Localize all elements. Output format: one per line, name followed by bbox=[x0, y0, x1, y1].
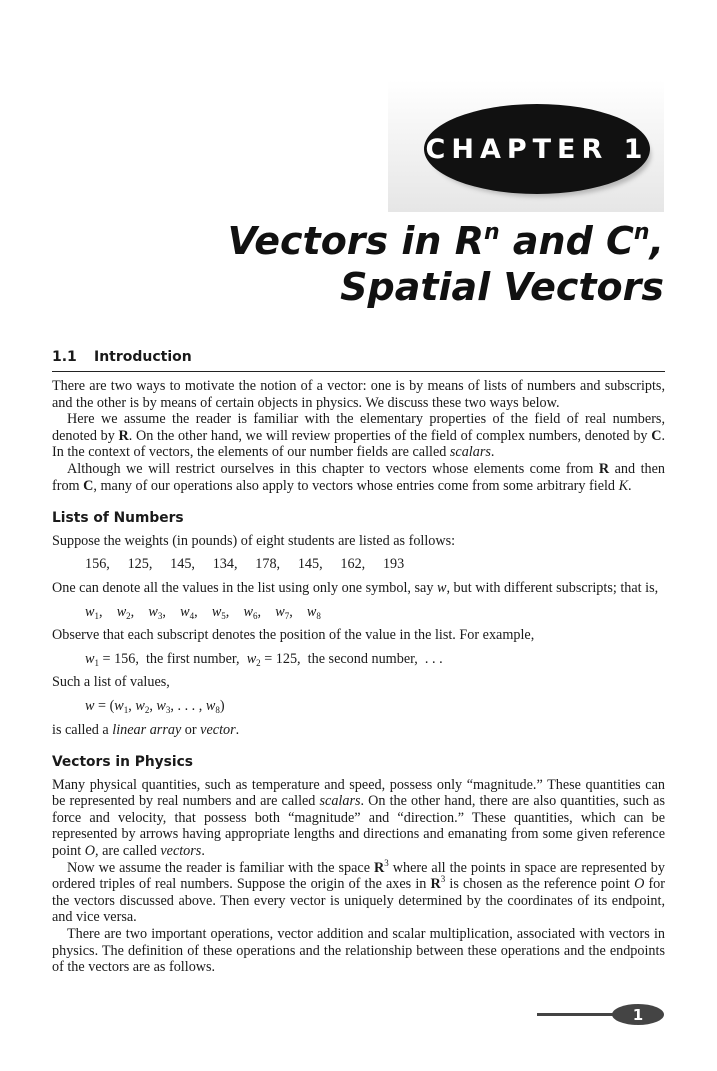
symbol: w bbox=[180, 603, 190, 620]
symbol: w bbox=[436, 579, 447, 596]
emphasis: scalars bbox=[449, 444, 491, 461]
text: Many physical quantities, such as temperature and speed, possess only “magnitude.” These quantities can be represented by real numbers and are called bbox=[52, 776, 665, 810]
symbol: w bbox=[116, 603, 127, 620]
emphasis: scalars bbox=[319, 793, 361, 810]
text: Although we will restrict ourselves in this chapter to vectors whose elements come from bbox=[67, 460, 599, 477]
paragraph bbox=[52, 378, 665, 411]
superscript: 3 bbox=[440, 874, 446, 885]
text: for the vectors discussed above. Then every vector is uniquely determined by the coordinates of its endpoint, and vice versa. bbox=[52, 876, 665, 926]
symbol: w bbox=[114, 697, 124, 714]
text: , many of our operations also apply to vectors whose entries come from some arbitrary field bbox=[93, 477, 619, 494]
list-value: 178, bbox=[255, 556, 281, 573]
list-value: 134, bbox=[212, 556, 238, 573]
text: ) bbox=[219, 697, 225, 714]
emphasis: linear array bbox=[112, 721, 182, 738]
subscript-list: $w_1$, $w_2$, $w_3$, $w_4$, $w_5$, $w_6$, $w_7$, $w_8$ bbox=[85, 603, 321, 621]
paragraph bbox=[52, 533, 665, 550]
paragraph bbox=[52, 857, 665, 926]
section-heading bbox=[52, 349, 665, 372]
text: is called a bbox=[52, 721, 113, 738]
text: where all the points in space are represented by ordered triples of real numbers. Suppose the origin of the axes in bbox=[52, 859, 665, 893]
subscript: 2 bbox=[256, 657, 261, 668]
text: or bbox=[181, 721, 201, 738]
chapter-label: CHAPTER 1 bbox=[425, 133, 649, 165]
symbol: w bbox=[306, 603, 317, 620]
symbol: R bbox=[598, 460, 610, 477]
symbol: w bbox=[211, 603, 222, 620]
symbol: C bbox=[651, 427, 662, 444]
text: Here we assume the reader is familiar with the elementary properties of the field of real numbers, denoted by bbox=[52, 411, 665, 444]
list-value: 125, bbox=[127, 556, 153, 573]
paragraph bbox=[52, 627, 665, 644]
text: Observe that each subscript denotes the position of the value in the list. For example, bbox=[52, 627, 535, 644]
chapter-title bbox=[204, 218, 664, 310]
text: and then from bbox=[52, 460, 665, 494]
symbol: O bbox=[84, 843, 95, 860]
symbol: w bbox=[275, 603, 285, 620]
symbol: w bbox=[156, 697, 166, 714]
text: . bbox=[628, 477, 632, 494]
text: There are two ways to motivate the notion of a vector: one is by means of lists of numbers and subscripts, and the other is by means of certain objects in physics. We discuss these two ways below. bbox=[52, 378, 665, 411]
page-number-badge bbox=[612, 1004, 664, 1025]
subscript: 7 bbox=[284, 610, 290, 621]
emphasis: vectors bbox=[160, 843, 202, 860]
text: . In the context of vectors, the elements of our number fields are called bbox=[52, 427, 665, 461]
symbol: w bbox=[85, 650, 95, 667]
text: = 125, the second number, . . . bbox=[260, 650, 443, 667]
symbol: w bbox=[85, 697, 95, 714]
array-definition: $w = (w_1$, $w_2$, $w_3$, . . . , $w_8$) bbox=[85, 697, 225, 715]
text: , are called bbox=[94, 843, 161, 860]
subscript: 1 bbox=[123, 704, 129, 715]
example-line bbox=[85, 651, 665, 668]
text: = 156, the first number, bbox=[98, 650, 247, 667]
text: is chosen as the reference point bbox=[445, 876, 635, 893]
symbol: w bbox=[246, 650, 257, 667]
paragraph bbox=[52, 722, 665, 739]
subscript: 1 bbox=[94, 657, 99, 668]
symbol: w bbox=[205, 697, 216, 714]
text: . On the other hand, there are also quantities, such as force and velocity, that possess both “magnitude” and “direction.” These quantities, which can be represented by arrows having appropriate lengths and directions and emanating from some given reference point bbox=[52, 793, 665, 860]
list-value: 156, bbox=[85, 556, 110, 573]
text: Now we assume the reader is familiar with the space bbox=[67, 859, 375, 876]
text: . bbox=[235, 721, 240, 738]
page-number: 1 bbox=[632, 1005, 644, 1024]
text: Suppose the weights (in pounds) of eight students are listed as follows: bbox=[52, 532, 456, 549]
paragraph bbox=[52, 461, 665, 494]
paragraph bbox=[52, 777, 665, 860]
title-text: , bbox=[649, 219, 664, 263]
symbol: w bbox=[85, 603, 95, 620]
text: One can denote all the values in the list using only one symbol, say bbox=[52, 579, 437, 596]
text: = ( bbox=[94, 697, 115, 714]
list-value: 145, bbox=[297, 556, 323, 573]
symbol: C bbox=[83, 477, 94, 494]
subsection-heading: Vectors in Physics bbox=[52, 754, 193, 771]
symbol: R bbox=[118, 427, 129, 444]
title-superscript: n bbox=[633, 220, 650, 245]
subscript: 4 bbox=[189, 610, 195, 621]
section-number: 1.1 bbox=[52, 349, 77, 365]
title-line-2: Spatial Vectors bbox=[340, 265, 664, 309]
subscript: 8 bbox=[316, 610, 321, 621]
title-text: and C bbox=[499, 219, 634, 263]
text: . On the other hand, we will review properties of the field of complex numbers, denoted by bbox=[128, 427, 652, 444]
subscript: 8 bbox=[215, 704, 220, 715]
symbol: w bbox=[243, 603, 253, 620]
paragraph bbox=[52, 926, 665, 976]
chapter-oval bbox=[424, 104, 650, 194]
section-title: Introduction bbox=[94, 349, 192, 365]
subscript: 6 bbox=[252, 610, 258, 621]
emphasis: vector bbox=[200, 721, 236, 738]
text: , but with different subscripts; that is, bbox=[446, 579, 659, 596]
list-value: 162, bbox=[340, 556, 366, 573]
symbol: w bbox=[135, 697, 145, 714]
symbol: K bbox=[618, 477, 629, 494]
symbol: R bbox=[374, 859, 385, 876]
list-value: 145, bbox=[170, 556, 195, 573]
text: There are two important operations, vector addition and scalar multiplication, associated with vectors in physics. The definition of these operations and the relationship between these operations and the endpoints of the vectors are as follows. bbox=[52, 926, 665, 976]
superscript: 3 bbox=[384, 857, 389, 868]
text: . bbox=[201, 843, 205, 860]
subscript: 3 bbox=[165, 704, 171, 715]
title-text: Vectors in R bbox=[227, 219, 484, 263]
subscript: 2 bbox=[144, 704, 150, 715]
text: . bbox=[490, 444, 495, 461]
paragraph bbox=[52, 580, 665, 597]
subscript: 3 bbox=[157, 610, 163, 621]
paragraph bbox=[52, 411, 665, 461]
paragraph bbox=[52, 674, 665, 691]
symbol: R bbox=[430, 876, 441, 893]
title-superscript: n bbox=[483, 220, 500, 245]
symbol: w bbox=[148, 603, 158, 620]
body-content bbox=[52, 378, 665, 976]
text: Such a list of values, bbox=[52, 674, 170, 691]
subscript: 2 bbox=[126, 610, 131, 621]
list-value: 193 bbox=[382, 556, 405, 573]
symbol: O bbox=[634, 876, 645, 893]
subscript: 5 bbox=[221, 610, 226, 621]
text: , . . . , bbox=[170, 697, 206, 714]
subscript: 1 bbox=[94, 610, 99, 621]
subsection-heading: Lists of Numbers bbox=[52, 510, 184, 527]
weights-list bbox=[85, 556, 665, 573]
